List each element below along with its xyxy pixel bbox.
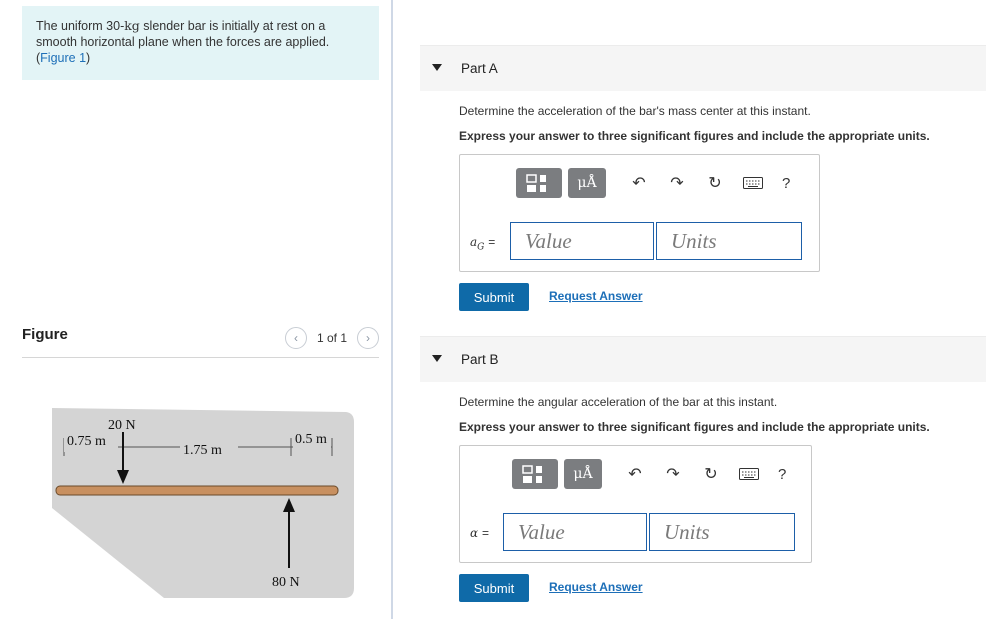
bar-figure — [44, 398, 356, 600]
help-icon[interactable]: ? — [782, 174, 791, 192]
part-b-submit-button[interactable]: Submit — [459, 574, 529, 602]
part-a-toolbar — [516, 167, 790, 199]
dim-label-right: 0.5 m — [295, 432, 327, 447]
part-a-answer-box — [459, 154, 820, 272]
part-a-label: Part A — [461, 61, 498, 76]
dim-label-left: 0.75 m — [67, 434, 106, 449]
keyboard-icon[interactable] — [742, 172, 764, 194]
part-b-question: Determine the angular acceleration of the bar at this instant. — [459, 395, 778, 409]
part-b-request-answer-link[interactable]: Request Answer — [549, 580, 643, 594]
template-icon — [526, 173, 552, 193]
units-symbol-button[interactable]: μÅ — [564, 459, 602, 489]
part-b-label: Part B — [461, 352, 499, 367]
undo-icon[interactable]: ↶ — [628, 466, 642, 483]
figure-pager — [285, 327, 379, 349]
redo-icon[interactable]: ↷ — [670, 175, 684, 192]
slender-bar — [56, 486, 338, 495]
paren-close: ) — [86, 51, 91, 65]
part-a-request-answer-link[interactable]: Request Answer — [549, 289, 643, 303]
problem-text: The uniform 30- — [36, 19, 125, 33]
part-b-instruction: Express your answer to three significant figures and include the appropriate units. — [459, 420, 930, 434]
figure-title: Figure — [22, 326, 68, 343]
part-a-instruction: Express your answer to three significant figures and include the appropriate units. — [459, 129, 930, 143]
undo-icon[interactable]: ↶ — [632, 175, 646, 192]
mass-unit: kg — [124, 18, 140, 33]
force-label-bottom: 80 N — [272, 575, 300, 590]
part-a-submit-button[interactable]: Submit — [459, 283, 529, 311]
collapse-triangle-icon — [432, 64, 442, 71]
part-b-value-input[interactable]: Value — [503, 513, 647, 551]
part-b-toolbar — [512, 458, 786, 490]
part-a-variable-label: $a_G$ = — [470, 235, 496, 253]
part-a-question: Determine the acceleration of the bar's mass center at this instant. — [459, 104, 811, 118]
right-panel — [394, 0, 986, 619]
left-panel — [0, 0, 392, 619]
part-a-value-input[interactable]: Value — [510, 222, 654, 260]
dim-label-mid: 1.75 m — [183, 443, 222, 458]
prev-figure-button[interactable] — [285, 327, 307, 349]
chevron-right-icon: › — [366, 331, 370, 345]
paren-open: ( — [36, 51, 41, 65]
part-b-variable-label: α = — [470, 526, 489, 540]
templates-button[interactable] — [512, 459, 558, 489]
units-symbol-button[interactable]: μÅ — [568, 168, 606, 198]
force-label-top: 20 N — [108, 418, 136, 433]
next-figure-button[interactable] — [357, 327, 379, 349]
figure-link[interactable]: Figure 1 — [40, 51, 87, 65]
redo-icon[interactable]: ↷ — [666, 466, 680, 483]
keyboard-icon[interactable] — [738, 463, 760, 485]
problem-text-cont: slender bar is initially at rest on a smooth horizontal plane when the forces are applied. — [36, 19, 330, 49]
problem-statement — [22, 6, 379, 80]
template-icon — [522, 464, 548, 484]
help-icon[interactable]: ? — [778, 465, 787, 483]
part-b-answer-box — [459, 445, 812, 563]
panel-divider — [391, 0, 393, 619]
reset-icon[interactable]: ↻ — [708, 175, 722, 192]
collapse-triangle-icon — [432, 355, 442, 362]
part-a-header[interactable] — [420, 45, 986, 91]
part-a-units-input[interactable]: Units — [656, 222, 802, 260]
figure-header — [22, 322, 379, 358]
chevron-left-icon: ‹ — [293, 331, 298, 345]
part-b-units-input[interactable]: Units — [649, 513, 795, 551]
templates-button[interactable] — [516, 168, 562, 198]
reset-icon[interactable]: ↻ — [704, 466, 718, 483]
part-b-header[interactable] — [420, 336, 986, 382]
pager-count: 1 of 1 — [316, 331, 347, 345]
